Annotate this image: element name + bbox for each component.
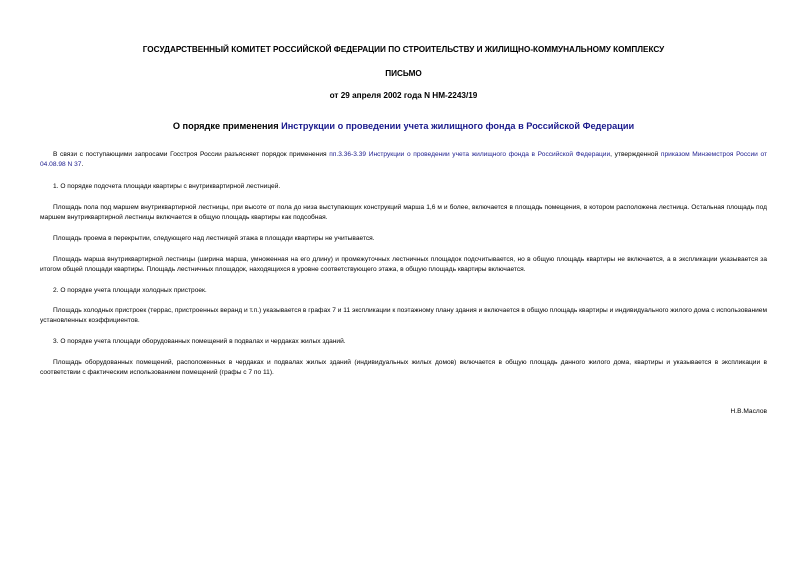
- section-3-heading: 3. О порядке учета площади оборудованных помещений в подвалах и чердаках жилых зданий.: [53, 338, 346, 345]
- intro-text-mid: , утвержденной: [610, 151, 661, 158]
- instruction-clauses-link[interactable]: пп.3.36-3.39 Инструкции о проведении учета жилищного фонда в Российской Федерации: [329, 151, 611, 158]
- section-2-heading: 2. О порядке учета площади холодных пристроек.: [53, 287, 207, 294]
- paragraph-stair-flight-area: Площадь марша внутриквартирной лестницы (ширина марша, умноженная на его длину) и промежуточных лестничных площадок подсчитывается, но в общую площадь квартиры не включается, а в экспликации указывается за итогом общей площади квартиры. Площадь лестничных площадок, находящихся в уровне соответствующего этажа, в общую площадь квартиры включается.: [40, 256, 767, 273]
- order-link[interactable]: приказом Минземстроя России от 04.08.98 N 37: [40, 151, 767, 168]
- paragraph-stair-floor-area: Площадь пола под маршем внутриквартирной лестницы, при высоте от пола до низа выступающих конструкций марша 1,6 м и более, включается в площадь помещения, в котором расположена лестница. Остальная площадь под маршем внутриквартирной лестницы включается в общую площадь квартиры как подсобная.: [40, 204, 767, 221]
- intro-text: В связи с поступающими запросами Госстроя России разъясняет порядок применения: [53, 151, 330, 158]
- signature: Н.В.Маслов: [730, 408, 767, 415]
- paragraph-intro: [40, 150, 767, 169]
- document-type: ПИСЬМО: [385, 69, 422, 78]
- issuer-heading: ГОСУДАРСТВЕННЫЙ КОМИТЕТ РОССИЙСКОЙ ФЕДЕРАЦИИ ПО СТРОИТЕЛЬСТВУ И ЖИЛИЩНО-КОММУНАЛЬНОМУ КОМПЛЕКСУ: [142, 45, 665, 54]
- subject-prefix: О порядке применения: [172, 121, 282, 131]
- section-1-heading: 1. О порядке подсчета площади квартиры с внутриквартирной лестницей.: [53, 183, 281, 190]
- document-subject: [40, 121, 767, 131]
- subject-instruction-link[interactable]: Инструкции о проведении учета жилищного фонда в Российской Федерации: [281, 121, 635, 131]
- paragraph-opening-area: Площадь проема в перекрытии, следующего над лестницей этажа в площади квартиры не учитывается.: [53, 235, 375, 242]
- intro-text-end: .: [81, 160, 84, 168]
- paragraph-cold-extensions: Площадь холодных пристроек (террас, пристроенных веранд и т.п.) указывается в графах 7 и 11 экспликации к поэтажному плану здания и включается в общую площадь квартиры и индивидуального жилого дома с использованием установленных коэффициентов.: [40, 307, 767, 324]
- paragraph-attic-basement: Площадь оборудованных помещений, расположенных в чердаках и подвалах жилых зданий (индивидуальных жилых домов) включается в общую площадь данного жилого дома, квартиры и указывается в экспликации в соответствии с фактическим использованием помещений (графы с 7 по 11).: [40, 359, 767, 376]
- document-date-number: от 29 апреля 2002 года N НМ-2243/19: [329, 91, 478, 100]
